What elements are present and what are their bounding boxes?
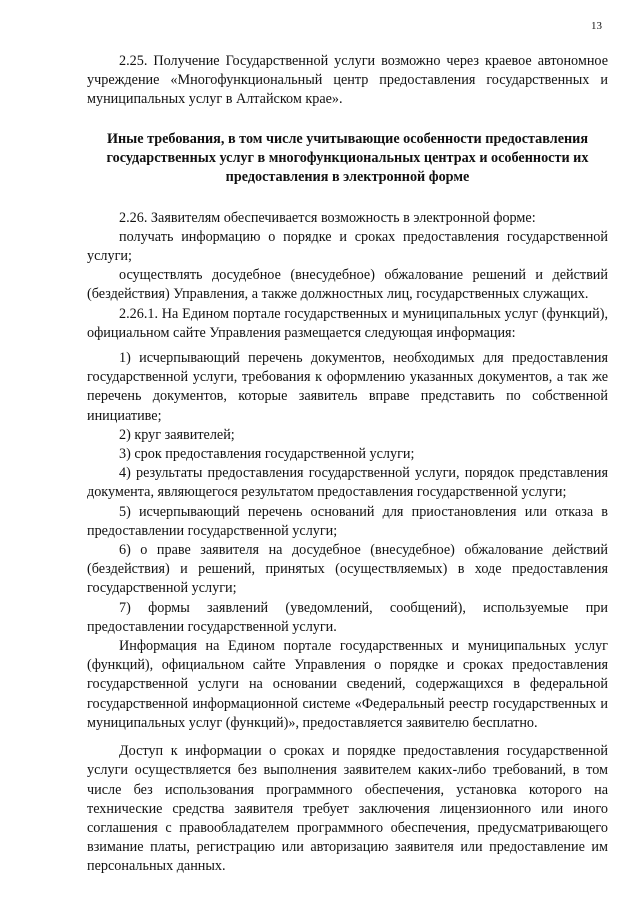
list-item: 4) результаты предоставления государственной услуги, порядок представления документа, являющегося результатом предоставления государственной услуги; (87, 465, 608, 501)
section-heading: Иные требования, в том числе учитывающие особенности предоставления государственных услуг в многофункциональных центрах и особенности их предоставления в электронной форме (106, 130, 589, 185)
list-item: 6) о праве заявителя на досудебное (внесудебное) обжалование действий (бездействия) и решений, принятых (осуществляемых) в ходе предоставления государственной услуги; (87, 542, 608, 597)
list-item: 7) формы заявлений (уведомлений, сообщений), используемые при предоставлении государственной услуги. (87, 599, 608, 635)
paragraph-2-26: 2.26. Заявителям обеспечивается возможность в электронной форме: (119, 209, 536, 226)
list-item: 1) исчерпывающий перечень документов, необходимых для предоставления государственной услуги, требования к оформлению указанных документов, а так же перечень документов, которые заявитель вправе представить по собственной инициативе; (87, 350, 608, 424)
page-number: 13 (591, 20, 602, 32)
list-item: 5) исчерпывающий перечень оснований для приостановления или отказа в предоставлении государственной услуги; (87, 503, 608, 539)
paragraph-item: получать информацию о порядке и сроках предоставления государственной услуги; (87, 228, 608, 265)
document-body (87, 52, 608, 877)
list-item: 3) срок предоставления государственной услуги; (119, 446, 415, 463)
paragraph-2-26-1: 2.26.1. На Едином портале государственных и муниципальных услуг (функций), официальном сайте Управления размещается следующая информация: (87, 305, 608, 341)
paragraph-item: осуществлять досудебное (внесудебное) обжалование решений и действий (бездействия) Управления, а также должностных лиц, государственных служащих. (87, 267, 608, 303)
paragraph-2-25: 2.25. Получение Государственной услуги возможно через краевое автономное учреждение «Многофункциональный центр предоставления государственных и муниципальных услуг в Алтайском крае». (87, 53, 608, 108)
paragraph-info: Информация на Едином портале государственных и муниципальных услуг (функций), официальном сайте Управления о порядке и сроках предоставления государственной услуги на основании сведений, содержащихся в федеральной государственной информационной системе «Федеральный реестр государственных и муниципальных услуг (функций)», предоставляется заявителю бесплатно. (87, 638, 608, 731)
list-item: 2) круг заявителей; (119, 426, 235, 443)
paragraph-access: Доступ к информации о сроках и порядке предоставления государственной услуги осуществляется без выполнения заявителем каких-либо требований, в том числе без использования программного обеспечения, установка которого на технические средства заявителя требует заключения лицензионного или иного соглашения с правообладателем программного обеспечения, предусматривающего взимание платы, регистрацию или авторизацию заявителя или предоставление им персональных данных. (87, 743, 608, 875)
